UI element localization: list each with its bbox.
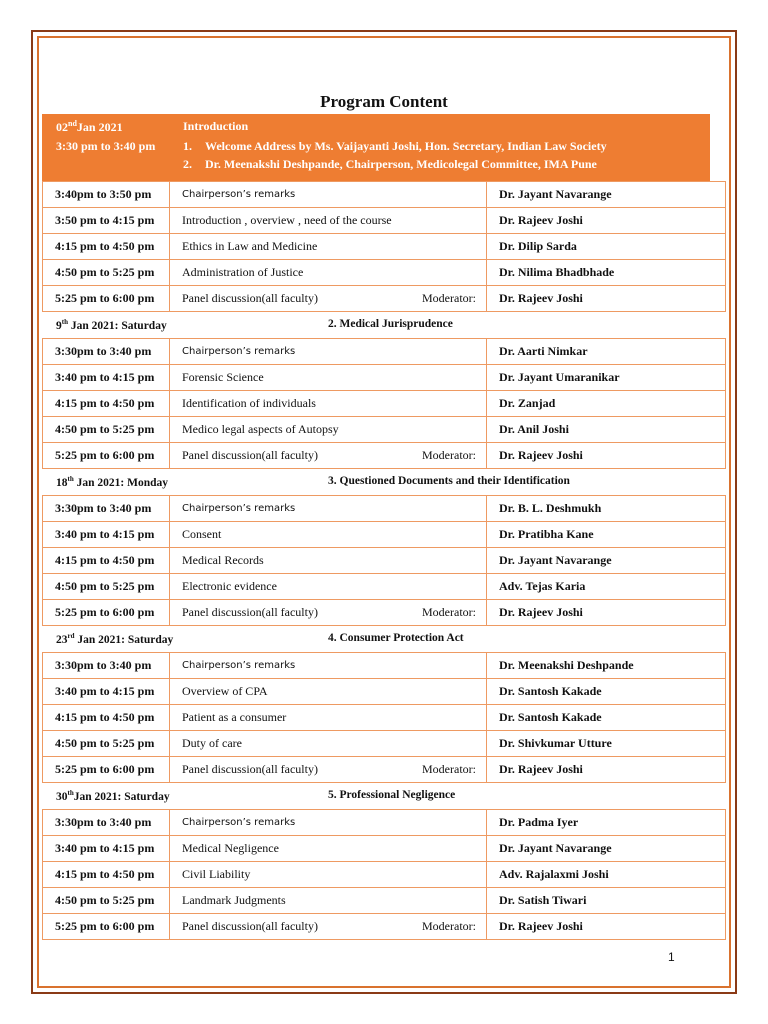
intro-item-2-num: 2.	[183, 157, 192, 171]
time-cell: 4:15 pm to 4:50 pm	[43, 705, 170, 731]
time-cell: 5:25 pm to 6:00 pm	[43, 914, 170, 940]
session-table-5	[42, 809, 726, 940]
time-cell: 5:25 pm to 6:00 pm	[43, 286, 170, 312]
intro-item-1: Welcome Address by Ms. Vaijayanti Joshi, Hon. Secretary, Indian Law Society	[205, 139, 607, 153]
day-heading: 30thJan 2021: Saturday	[56, 789, 170, 803]
table-row	[43, 234, 726, 260]
table-row	[43, 417, 726, 443]
time-cell: 3:30pm to 3:40 pm	[43, 653, 170, 679]
session-table-1	[42, 181, 726, 312]
table-row	[43, 182, 726, 208]
time-cell: 5:25 pm to 6:00 pm	[43, 600, 170, 626]
speaker-cell: Dr. Satish Tiwari	[487, 888, 726, 914]
table-row	[43, 522, 726, 548]
time-cell: 4:50 pm to 5:25 pm	[43, 888, 170, 914]
time-cell: 4:15 pm to 4:50 pm	[43, 391, 170, 417]
time-cell: 3:30pm to 3:40 pm	[43, 496, 170, 522]
panel-label: Panel discussion(all faculty)	[182, 448, 318, 462]
table-row	[43, 443, 726, 469]
table-row	[43, 836, 726, 862]
moderator-label: Moderator:	[422, 291, 476, 305]
intro-item-2: Dr. Meenakshi Deshpande, Chairperson, Medicolegal Committee, IMA Pune	[205, 157, 597, 171]
session-title: 5. Professional Negligence	[328, 789, 456, 801]
session-title: 2. Medical Jurisprudence	[328, 318, 453, 330]
topic-cell: Electronic evidence	[170, 574, 487, 600]
speaker-cell: Dr. Rajeev Joshi	[487, 757, 726, 783]
moderator-label: Moderator:	[422, 762, 476, 776]
session-table-4	[42, 652, 726, 783]
speaker-cell: Dr. Dilip Sarda	[487, 234, 726, 260]
time-cell: 4:50 pm to 5:25 pm	[43, 731, 170, 757]
intro-header	[42, 114, 710, 182]
topic-cell: Medical Negligence	[170, 836, 487, 862]
speaker-cell: Dr. Shivkumar Utture	[487, 731, 726, 757]
table-row	[43, 574, 726, 600]
time-cell: 3:50 pm to 4:15 pm	[43, 208, 170, 234]
speaker-cell: Dr. Pratibha Kane	[487, 522, 726, 548]
time-cell: 4:50 pm to 5:25 pm	[43, 417, 170, 443]
topic-cell: Ethics in Law and Medicine	[170, 234, 487, 260]
time-cell: 5:25 pm to 6:00 pm	[43, 757, 170, 783]
table-row	[43, 391, 726, 417]
table-row	[43, 260, 726, 286]
table-row	[43, 208, 726, 234]
table-row	[43, 705, 726, 731]
intro-item-1-num: 1.	[183, 139, 192, 153]
table-row	[43, 679, 726, 705]
table-row	[43, 888, 726, 914]
page-number: 1	[668, 950, 675, 964]
topic-cell: Duty of care	[170, 731, 487, 757]
panel-label: Panel discussion(all faculty)	[182, 291, 318, 305]
topic-cell: Chairperson’s remarks	[170, 339, 487, 365]
speaker-cell: Dr. Nilima Bhadbhade	[487, 260, 726, 286]
topic-cell	[170, 286, 487, 312]
speaker-cell: Dr. Rajeev Joshi	[487, 914, 726, 940]
time-cell: 3:40 pm to 4:15 pm	[43, 365, 170, 391]
intro-section: Introduction	[183, 119, 249, 133]
speaker-cell: Dr. B. L. Deshmukh	[487, 496, 726, 522]
topic-cell: Chairperson’s remarks	[170, 496, 487, 522]
speaker-cell: Dr. Padma Iyer	[487, 810, 726, 836]
time-cell: 4:15 pm to 4:50 pm	[43, 548, 170, 574]
table-row	[43, 365, 726, 391]
topic-cell: Chairperson’s remarks	[170, 182, 487, 208]
table-row	[43, 914, 726, 940]
session-table-3	[42, 495, 726, 626]
table-row	[43, 757, 726, 783]
topic-cell: Chairperson’s remarks	[170, 653, 487, 679]
session-title: 3. Questioned Documents and their Identification	[328, 475, 570, 487]
time-cell: 5:25 pm to 6:00 pm	[43, 443, 170, 469]
speaker-cell: Dr. Aarti Nimkar	[487, 339, 726, 365]
table-row	[43, 286, 726, 312]
topic-cell: Identification of individuals	[170, 391, 487, 417]
day-heading: 18th Jan 2021: Monday	[56, 475, 168, 489]
topic-cell	[170, 600, 487, 626]
panel-label: Panel discussion(all faculty)	[182, 919, 318, 933]
topic-cell: Medical Records	[170, 548, 487, 574]
moderator-label: Moderator:	[422, 919, 476, 933]
topic-cell: Consent	[170, 522, 487, 548]
time-cell: 3:30pm to 3:40 pm	[43, 810, 170, 836]
topic-cell	[170, 443, 487, 469]
time-cell: 3:40pm to 3:50 pm	[43, 182, 170, 208]
topic-cell	[170, 914, 487, 940]
speaker-cell: Dr. Rajeev Joshi	[487, 286, 726, 312]
speaker-cell: Dr. Santosh Kakade	[487, 705, 726, 731]
topic-cell: Administration of Justice	[170, 260, 487, 286]
time-cell: 3:40 pm to 4:15 pm	[43, 836, 170, 862]
speaker-cell: Dr. Rajeev Joshi	[487, 208, 726, 234]
moderator-label: Moderator:	[422, 605, 476, 619]
speaker-cell: Adv. Tejas Karia	[487, 574, 726, 600]
speaker-cell: Dr. Zanjad	[487, 391, 726, 417]
session-title: 4. Consumer Protection Act	[328, 632, 464, 644]
topic-cell: Civil Liability	[170, 862, 487, 888]
day-heading: 23rd Jan 2021: Saturday	[56, 632, 174, 646]
topic-cell: Patient as a consumer	[170, 705, 487, 731]
table-row	[43, 731, 726, 757]
table-row	[43, 653, 726, 679]
topic-cell	[170, 757, 487, 783]
moderator-label: Moderator:	[422, 448, 476, 462]
speaker-cell: Dr. Anil Joshi	[487, 417, 726, 443]
table-row	[43, 600, 726, 626]
speaker-cell: Dr. Jayant Umaranikar	[487, 365, 726, 391]
table-row	[43, 339, 726, 365]
day-heading: 9th Jan 2021: Saturday	[56, 318, 167, 332]
table-row	[43, 862, 726, 888]
time-cell: 4:50 pm to 5:25 pm	[43, 574, 170, 600]
time-cell: 3:30pm to 3:40 pm	[43, 339, 170, 365]
speaker-cell: Dr. Jayant Navarange	[487, 548, 726, 574]
topic-cell: Introduction , overview , need of the course	[170, 208, 487, 234]
topic-cell: Chairperson’s remarks	[170, 810, 487, 836]
panel-label: Panel discussion(all faculty)	[182, 605, 318, 619]
intro-time: 3:30 pm to 3:40 pm	[56, 139, 156, 153]
time-cell: 4:15 pm to 4:50 pm	[43, 234, 170, 260]
time-cell: 4:50 pm to 5:25 pm	[43, 260, 170, 286]
topic-cell: Forensic Science	[170, 365, 487, 391]
speaker-cell: Dr. Rajeev Joshi	[487, 600, 726, 626]
table-row	[43, 810, 726, 836]
session-table-2	[42, 338, 726, 469]
speaker-cell: Dr. Santosh Kakade	[487, 679, 726, 705]
speaker-cell: Dr. Meenakshi Deshpande	[487, 653, 726, 679]
speaker-cell: Dr. Jayant Navarange	[487, 182, 726, 208]
topic-cell: Overview of CPA	[170, 679, 487, 705]
speaker-cell: Dr. Jayant Navarange	[487, 836, 726, 862]
time-cell: 4:15 pm to 4:50 pm	[43, 862, 170, 888]
page-title: Program Content	[320, 92, 448, 111]
time-cell: 3:40 pm to 4:15 pm	[43, 679, 170, 705]
table-row	[43, 548, 726, 574]
topic-cell: Landmark Judgments	[170, 888, 487, 914]
table-row	[43, 496, 726, 522]
time-cell: 3:40 pm to 4:15 pm	[43, 522, 170, 548]
speaker-cell: Adv. Rajalaxmi Joshi	[487, 862, 726, 888]
intro-date: 02ndJan 2021	[56, 119, 123, 134]
speaker-cell: Dr. Rajeev Joshi	[487, 443, 726, 469]
panel-label: Panel discussion(all faculty)	[182, 762, 318, 776]
topic-cell: Medico legal aspects of Autopsy	[170, 417, 487, 443]
